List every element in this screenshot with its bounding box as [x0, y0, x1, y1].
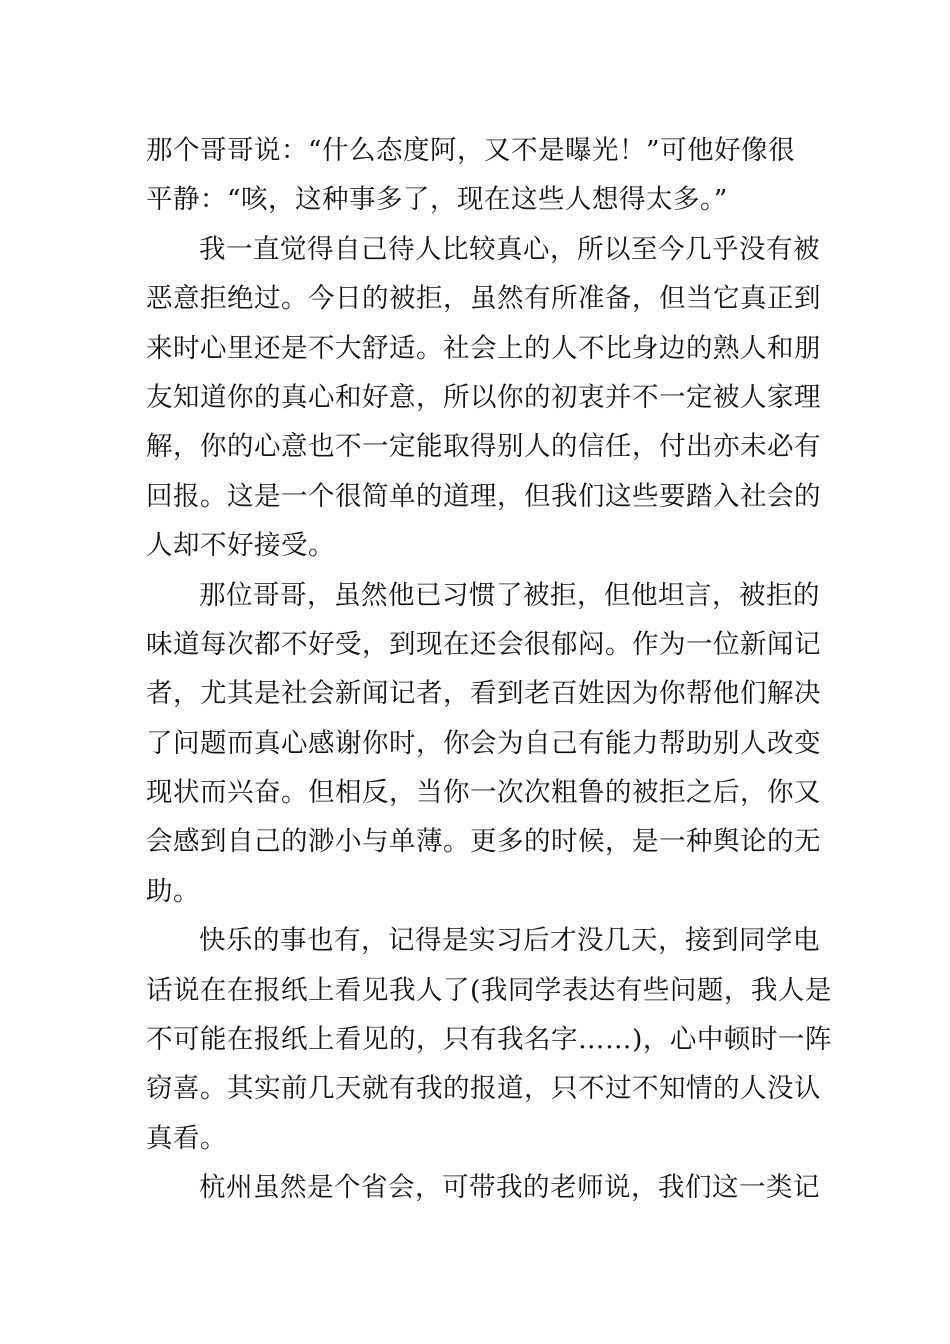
text-line: 那个哥哥说：“什么态度阿，又不是曝光！”可他好像很 [146, 135, 796, 166]
text-line: 话说在在报纸上看见我人了(我同学表达有些问题，我人是 [146, 974, 832, 1006]
text-line: 解，你的心意也不一定能取得别人的信任，付出亦未必有 [146, 431, 821, 463]
text-line: 杭州虽然是个省会，可带我的老师说，我们这一类记 [199, 1172, 820, 1204]
text-line: 者，尤其是社会新闻记者，看到老百姓因为你帮他们解决 [146, 678, 821, 710]
text-line: 快乐的事也有，记得是实习后才没几天，接到同学电 [199, 925, 820, 957]
text-line: 友知道你的真心和好意，所以你的初衷并不一定被人家理 [146, 381, 821, 413]
body-text [146, 126, 832, 1213]
text-line: 不可能在报纸上看见的，只有我名字……)，心中顿时一阵 [146, 1024, 832, 1056]
text-line: 回报。这是一个很简单的道理，但我们这些要踏入社会的 [146, 480, 821, 512]
text-line: 恶意拒绝过。今日的被拒，虽然有所准备，但当它真正到 [146, 283, 821, 315]
text-line: 真看。 [146, 1122, 227, 1154]
text-line: 平静：“咳，这种事多了，现在这些人想得太多。” [146, 184, 728, 216]
text-line: 现状而兴奋。但相反，当你一次次粗鲁的被拒之后，你又 [146, 777, 821, 809]
text-line: 我一直觉得自己待人比较真心，所以至今几乎没有被 [199, 233, 820, 265]
text-line: 了问题而真心感谢你时，你会为自己有能力帮助别人改变 [146, 727, 821, 759]
text-line: 来时心里还是不大舒适。社会上的人不比身边的熟人和朋 [146, 332, 821, 364]
text-line: 会感到自己的渺小与单薄。更多的时候，是一种舆论的无 [146, 826, 821, 858]
text-line: 助。 [146, 875, 200, 907]
text-line: 那位哥哥，虽然他已习惯了被拒，但他坦言，被拒的 [199, 579, 820, 611]
text-line: 人却不好接受。 [146, 530, 335, 562]
text-line: 味道每次都不好受，到现在还会很郁闷。作为一位新闻记 [146, 628, 821, 660]
text-line: 窃喜。其实前几天就有我的报道，只不过不知情的人没认 [146, 1073, 821, 1105]
